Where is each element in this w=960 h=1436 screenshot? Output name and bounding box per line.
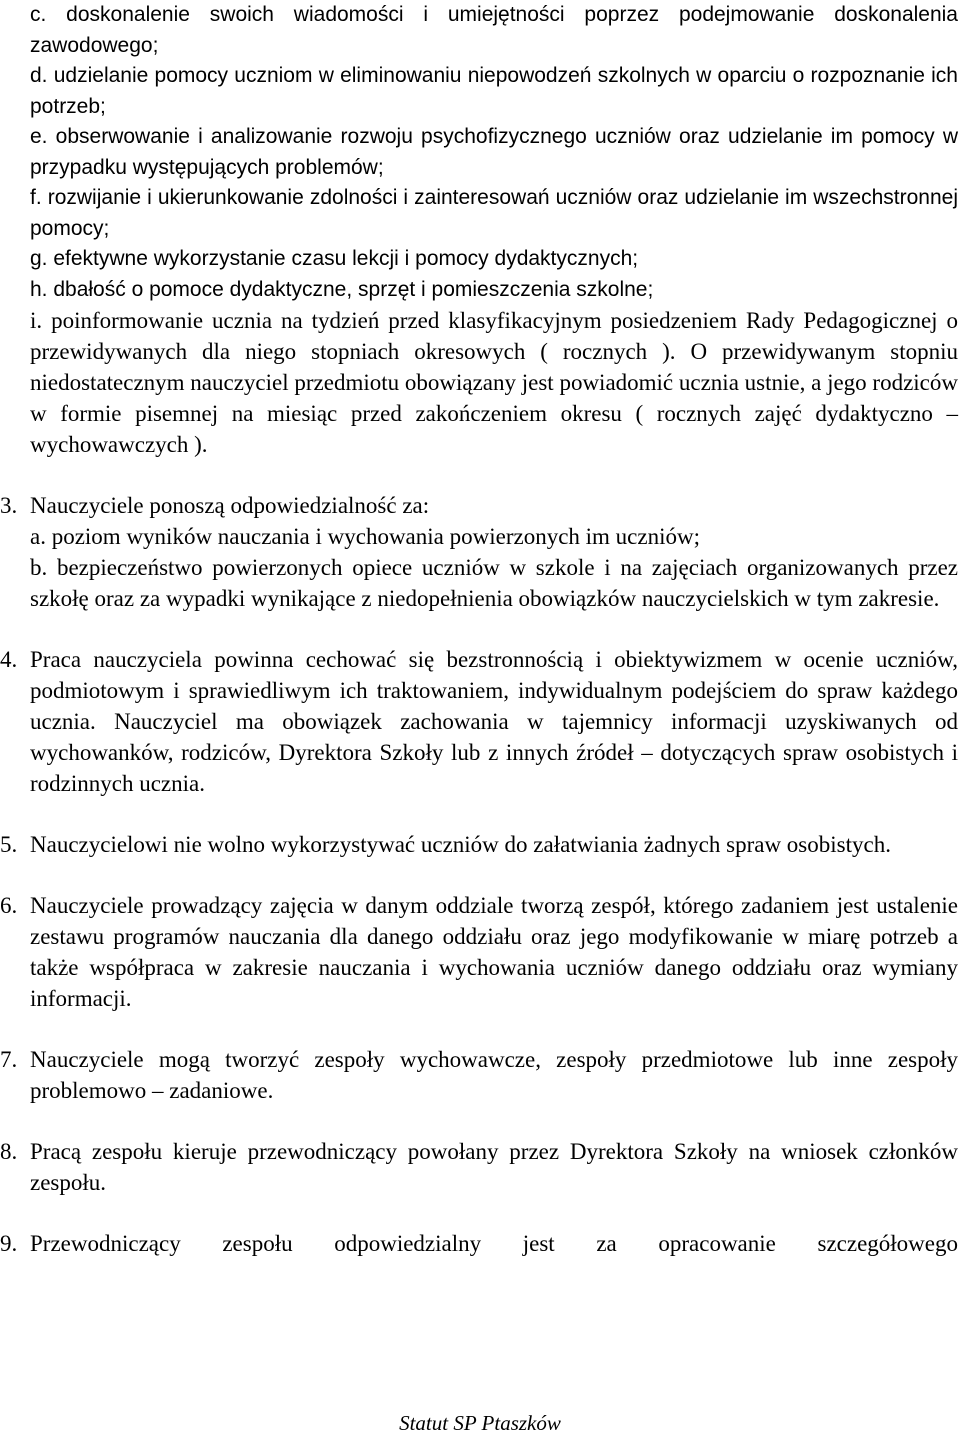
section-number: 3. [0,493,18,518]
point-number: 4. [0,647,18,672]
point-9 [0,1228,958,1259]
point-7 [0,1044,958,1106]
page-footer: Statut SP Ptaszków [399,1411,561,1435]
point-text: Przewodniczący zespołu odpowiedzialny jest za opracowanie szczegółowego [30,1231,958,1256]
point-number: 5. [0,832,18,857]
point-number: 7. [0,1047,18,1072]
point-number: 9. [0,1231,18,1256]
section-heading-text: Nauczyciele ponoszą odpowiedzialność za: [30,493,430,518]
list-item-c: c. doskonalenie swoich wiadomości i umiejętności poprzez podejmowanie doskonalenia zawodowego; [30,3,958,57]
point-number: 6. [0,893,18,918]
list-item-f: f. rozwijanie i ukierunkowanie zdolności i zainteresowań uczniów oraz udzielanie im wszechstronnej pomocy; [30,186,958,240]
section-3-item-a: a. poziom wyników nauczania i wychowania powierzonych im uczniów; [30,524,700,549]
point-text: Nauczyciele mogą tworzyć zespoły wychowawcze, zespoły przedmiotowe lub inne zespoły problemowo – zadaniowe. [30,1047,958,1103]
list-item-i: i. poinformowanie ucznia na tydzień przed klasyfikacyjnym posiedzeniem Rady Pedagogicznej o przewidywanych dla niego stopniach okresowych ( rocznych ). O przewidywanym stopniu niedostatecznym nauczyciel przedmiotu obowiązany jest powiadomić ucznia ustnie, a jego rodziców w formie pisemnej na miesiąc przed zakończeniem okresu ( rocznych zajęć dydaktyczno – wychowawczych ). [30,308,958,457]
list-item-h: h. dbałość o pomoce dydaktyczne, sprzęt i pomieszczenia szkolne; [30,277,654,301]
point-text: Nauczyciele prowadzący zajęcia w danym oddziale tworzą zespół, którego zadaniem jest ustalenie zestawu programów nauczania dla danego oddziału oraz jego modyfikowanie w miarę potrzeb a także współpraca w zakresie nauczania i wychowania uczniów danego oddziału oraz wymiany informacji. [30,893,958,1011]
list-item-g: g. efektywne wykorzystanie czasu lekcji i pomocy dydaktycznych; [30,247,639,270]
point-text: Praca nauczyciela powinna cechować się bezstronnością i obiektywizmem w ocenie uczniów, podmiotowym i sprawiedliwym ich traktowaniem, indywidualnym podejściem do spraw każdego ucznia. Nauczyciel ma obowiązek zachowania w tajemnicy informacji uzyskiwanych od wychowanków, rodziców, Dyrektora Szkoły lub z innych źródeł – dotyczących spraw osobistych i rodzinnych ucznia. [30,647,958,796]
point-6 [0,890,958,1014]
point-number: 8. [0,1139,18,1164]
list-item-e: e. obserwowanie i analizowanie rozwoju psychofizycznego uczniów oraz udzielanie im pomocy w przypadku występujących problemów; [30,125,958,179]
point-8 [0,1136,958,1198]
point-4 [0,644,958,799]
point-5 [0,829,958,860]
section-3-heading [0,490,958,521]
point-text: Pracą zespołu kieruje przewodniczący powołany przez Dyrektora Szkoły na wniosek członków zespołu. [30,1139,958,1195]
section-3 [0,490,958,614]
list-item-d: d. udzielanie pomocy uczniom w eliminowaniu niepowodzeń szkolnych w oparciu o rozpoznanie ich potrzeb; [30,64,958,118]
section-3-item-b: b. bezpieczeństwo powierzonych opiece uczniów w szkole i na zajęciach organizowanych przez szkołę oraz za wypadki wynikające z niedopełnienia obowiązków nauczycielskich w tym zakresie. [30,555,958,611]
point-text: Nauczycielowi nie wolno wykorzystywać uczniów do załatwiania żadnych spraw osobistych. [30,832,891,857]
